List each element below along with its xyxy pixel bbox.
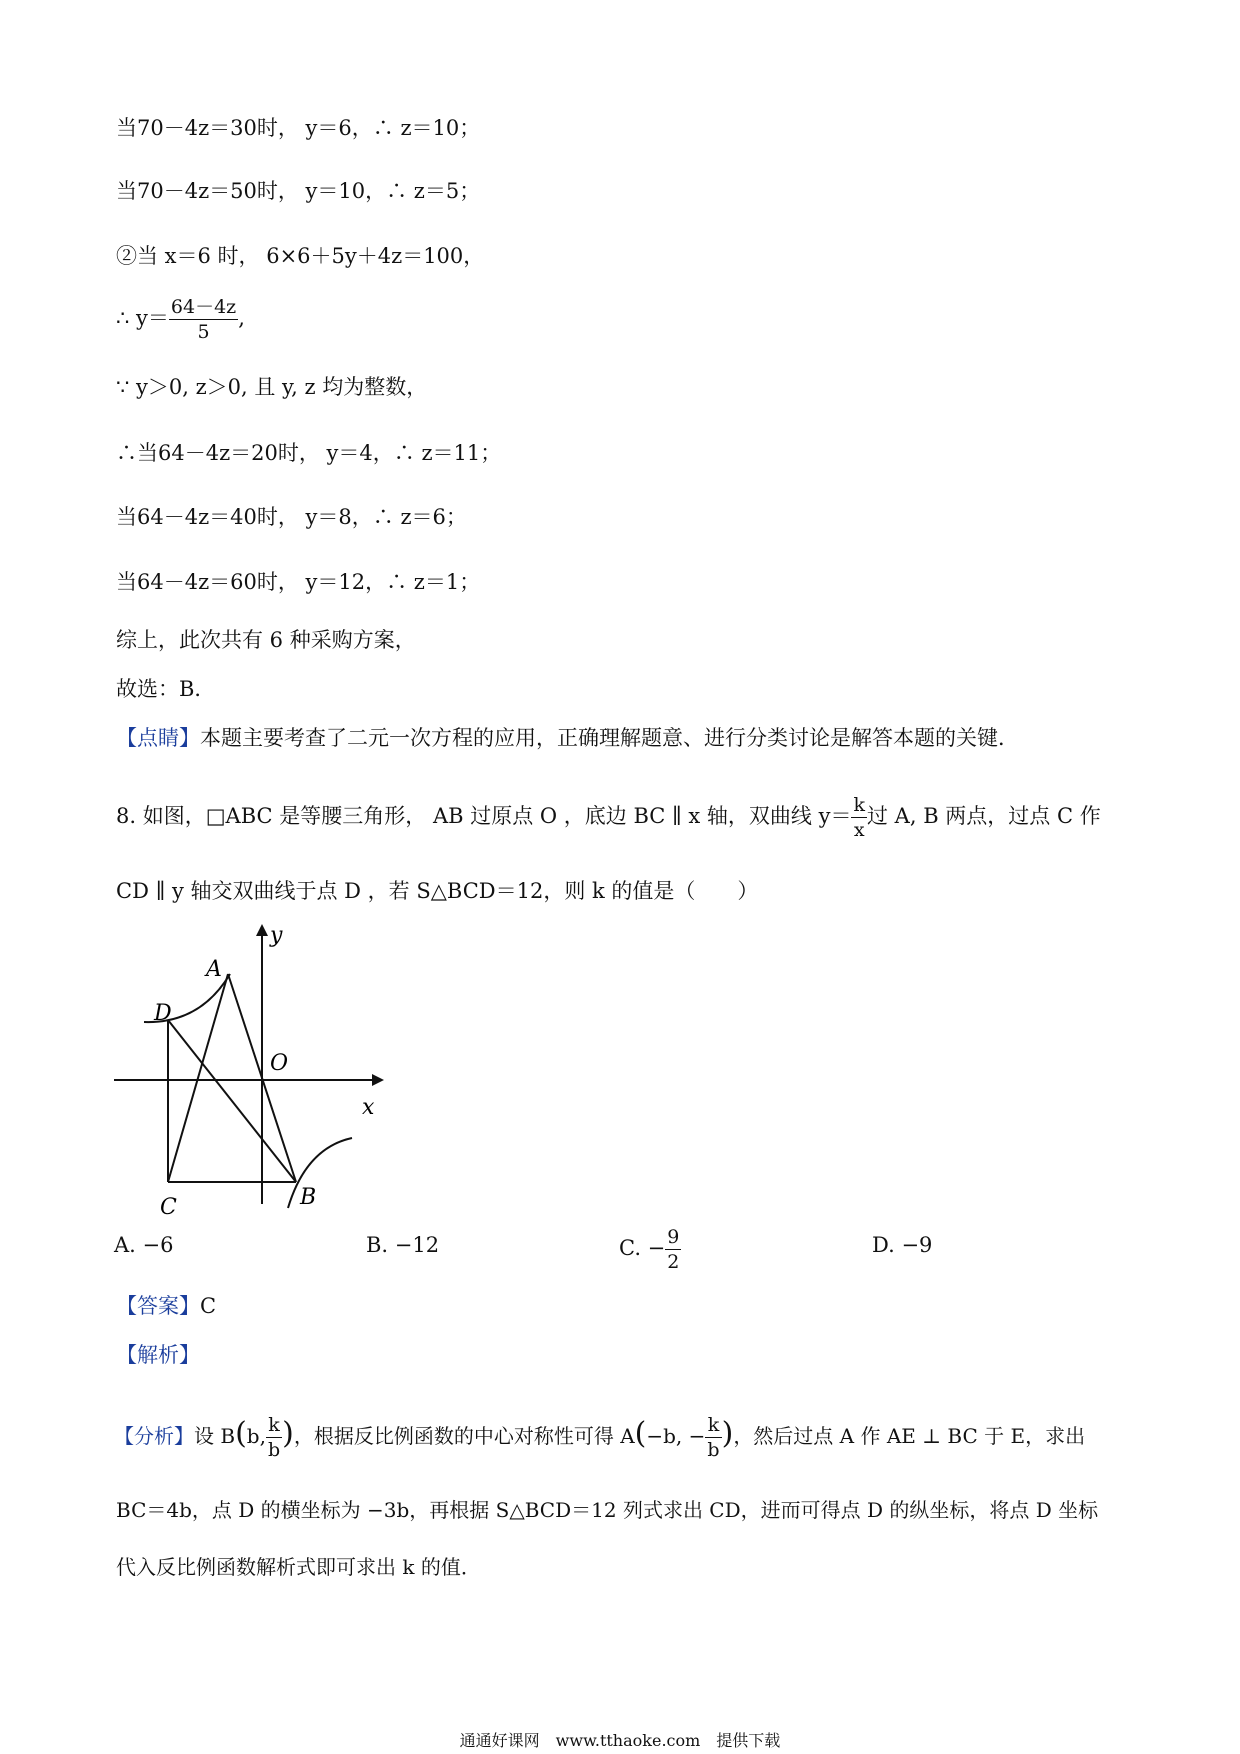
segment-db (168, 1020, 296, 1182)
fenxi-num-2: k (705, 1413, 721, 1438)
solution-line-5: ∵ y＞0, z＞0, 且 y, z 均为整数， (116, 375, 428, 399)
label-b: B (300, 1185, 317, 1210)
solution-line-2: 当70－4z＝50时， y＝10，∴ z＝5； (116, 179, 481, 203)
q1-fraction (851, 793, 867, 842)
question-line-1 (116, 793, 1101, 842)
answer-tag: 【答案】 (116, 1294, 200, 1318)
fenxi-line-2: BC＝4b，点 D 的横坐标为 −3b，再根据 S△BCD＝12 列式求出 CD，进而可得点 D 的纵坐标，将点 D 坐标 (116, 1498, 1099, 1522)
option-a[interactable]: A. −6 (114, 1233, 174, 1257)
fenxi-arg-2: −b, − (646, 1424, 706, 1448)
remark-line (116, 723, 1019, 753)
remark-text: 本题主要考查了二元一次方程的应用，正确理解题意、进行分类讨论是解答本题的关键． (200, 726, 1019, 750)
label-a: A (206, 957, 222, 982)
fenxi-p1: 设 B (194, 1424, 236, 1448)
analysis-tag: 【解析】 (116, 1343, 200, 1367)
option-c[interactable] (619, 1225, 681, 1274)
l4-post: , (238, 306, 245, 330)
segment-ca (168, 974, 228, 1182)
option-b[interactable]: B. −12 (366, 1233, 440, 1257)
fenxi-fraction-2 (705, 1413, 721, 1462)
answer-value: C (200, 1294, 217, 1318)
hyperbola-right-branch (288, 1138, 352, 1208)
y-axis-arrow (256, 924, 268, 936)
analysis-line (116, 1340, 200, 1370)
fenxi-line-1 (114, 1413, 1085, 1462)
l4-numerator: 64－4z (170, 296, 237, 318)
fenxi-p2: ，根据反比例函数的中心对称性可得 A (293, 1424, 635, 1448)
label-o: O (270, 1051, 289, 1076)
answer-options (114, 1226, 1134, 1273)
solution-line-10: 故选：B． (116, 677, 216, 701)
answer-line (116, 1291, 216, 1321)
fenxi-line-3: 代入反比例函数解析式即可求出 k 的值． (116, 1555, 481, 1579)
option-d[interactable]: D. −9 (872, 1233, 933, 1257)
l4-fraction (169, 295, 238, 344)
solution-line-1: 当70－4z＝30时， y＝6，∴ z＝10； (116, 116, 481, 140)
fenxi-p3: ，然后过点 A 作 AE ⊥ BC 于 E，求出 (733, 1424, 1086, 1448)
label-y: y (270, 923, 283, 948)
option-c-denominator: 2 (667, 1251, 680, 1273)
solution-line-3: ②当 x＝6 时， 6×6＋5y＋4z＝100， (116, 244, 485, 268)
label-c: C (160, 1195, 177, 1220)
fenxi-paren-1-close: ) (282, 1416, 294, 1451)
q1-denominator: x (853, 819, 865, 841)
solution-line-6: ∴当64－4z＝20时， y＝4，∴ z＝11； (116, 441, 502, 465)
fenxi-den-1: b (267, 1439, 281, 1461)
page-footer: 通通好课网 www.tthaoke.com 提供下载 (459, 1731, 781, 1750)
option-c-fraction (665, 1225, 681, 1274)
label-x: x (362, 1095, 375, 1120)
solution-line-4 (116, 295, 245, 344)
q1-post: 过 A, B 两点，过点 C 作 (867, 804, 1101, 828)
fenxi-paren-1: ( (235, 1416, 247, 1451)
l4-denominator: 5 (197, 321, 210, 343)
fenxi-paren-2: ( (634, 1416, 647, 1451)
label-d: D (154, 1001, 172, 1026)
geometry-figure (110, 920, 390, 1220)
remark-tag: 【点睛】 (116, 726, 200, 750)
fenxi-arg-1: b, (246, 1424, 266, 1448)
solution-line-9: 综上，此次共有 6 种采购方案， (116, 628, 416, 652)
question-line-2: CD ∥ y 轴交双曲线于点 D ，若 S△BCD＝12，则 k 的值是（ ） (116, 879, 759, 903)
x-axis-arrow (372, 1074, 384, 1086)
fenxi-tag: 【分析】 (114, 1424, 194, 1448)
fenxi-paren-2-close: ) (721, 1416, 734, 1451)
fenxi-den-2: b (707, 1439, 720, 1461)
fenxi-num-1: k (266, 1413, 282, 1438)
option-c-numerator: 9 (667, 1226, 680, 1248)
q1-numerator: k (853, 794, 865, 816)
fenxi-fraction-1 (266, 1413, 282, 1462)
solution-line-8: 当64－4z＝60时， y＝12，∴ z＝1； (116, 570, 481, 594)
q1-pre: 8. 如图，□ABC 是等腰三角形， AB 过原点 O ，底边 BC ∥ x 轴，双曲线 y＝ (116, 804, 852, 828)
l4-pre: ∴ y＝ (116, 306, 169, 330)
option-c-pre: C. − (619, 1236, 666, 1260)
solution-line-7: 当64－4z＝40时， y＝8，∴ z＝6； (116, 505, 467, 529)
